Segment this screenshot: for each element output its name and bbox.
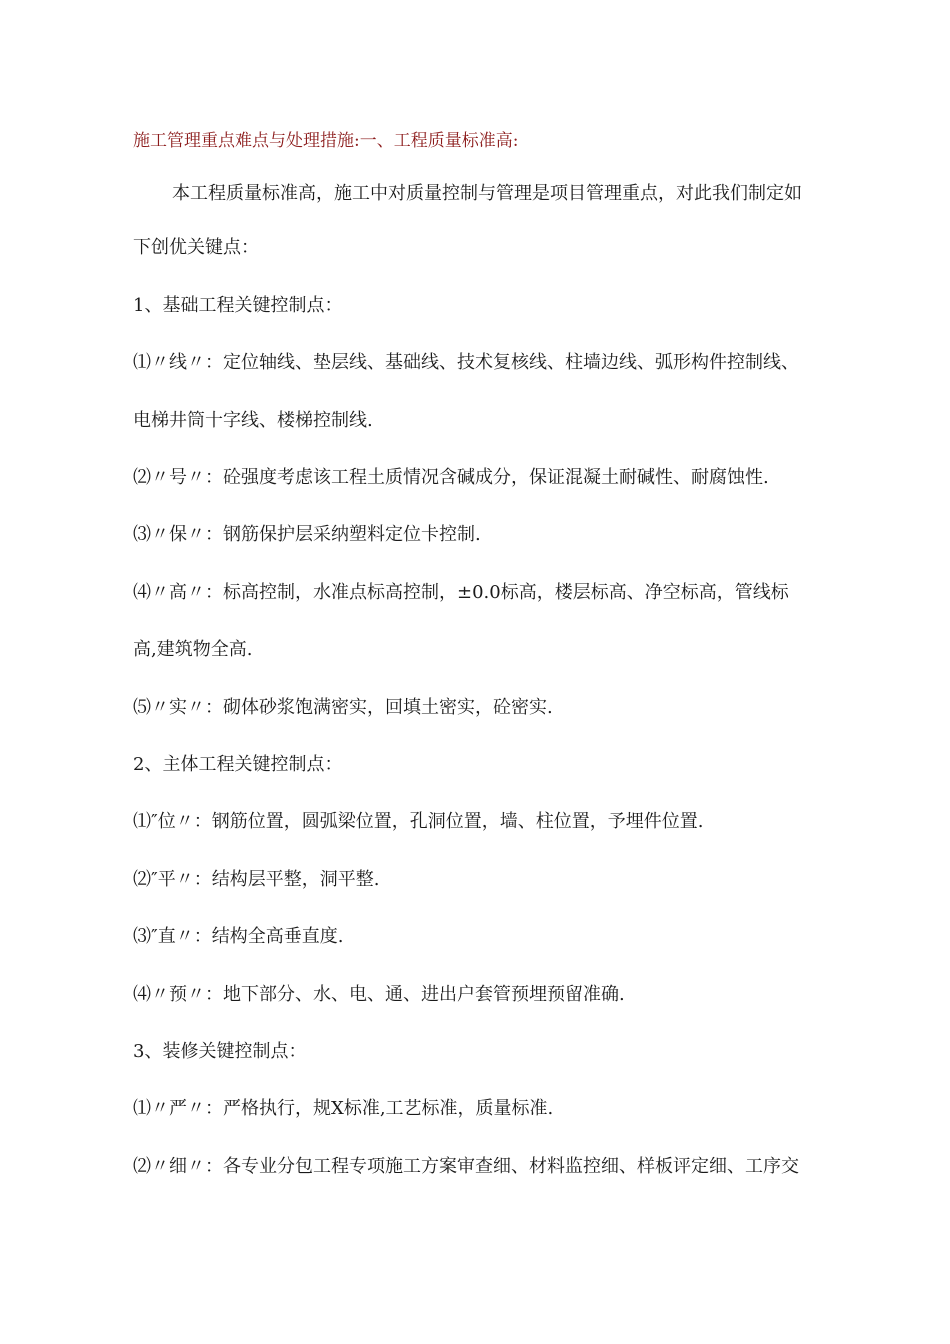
list-item: ⑷〃高〃：标高控制，水准点标高控制，±0.0标高，楼层标高、净空标高，管线标 [133, 582, 789, 603]
subsection-title: 2、主体工程关键控制点： [133, 754, 343, 775]
list-item: ⑵〃细〃：各专业分包工程专项施工方案审查细、材料监控细、样板评定细、工序交 [133, 1156, 799, 1177]
list-item: ⑶〃保〃：钢筋保护层采纳塑料定位卡控制. [133, 524, 481, 545]
list-item: ⑴″位〃：钢筋位置，圆弧梁位置，孔洞位置，墙、柱位置，予埋件位置. [133, 811, 704, 832]
list-item: ⑴〃严〃：严格执行，规X标准,工艺标准，质量标准. [133, 1098, 554, 1119]
list-item: ⑸〃实〃：砌体砂浆饱满密实，回填土密实，砼密实. [133, 697, 553, 718]
list-item: ⑴〃线〃：定位轴线、垫层线、基础线、技术复核线、柱墙边线、弧形构件控制线、 [133, 352, 799, 373]
paragraph-line: 下创优关键点： [133, 237, 259, 258]
paragraph-line: 本工程质量标准高，施工中对质量控制与管理是项目管理重点，对此我们制定如 [172, 183, 802, 204]
subsection-title: 1、基础工程关键控制点： [133, 295, 343, 316]
subsection-title: 3、装修关键控制点： [133, 1041, 307, 1062]
list-item: ⑵″平〃：结构层平整，洞平整. [133, 869, 380, 890]
list-item: ⑶″直〃：结构全高垂直度. [133, 926, 344, 947]
list-item: ⑵〃号〃：砼强度考虑该工程土质情况含碱成分，保证混凝土耐碱性、耐腐蚀性. [133, 467, 769, 488]
list-item-continuation: 高,建筑物全高. [133, 639, 253, 660]
list-item-continuation: 电梯井筒十字线、楼梯控制线. [133, 410, 373, 431]
list-item: ⑷〃预〃：地下部分、水、电、通、进出户套管预埋预留准确. [133, 984, 625, 1005]
section-heading: 施工管理重点难点与处理措施:一、工程质量标准高: [133, 131, 519, 151]
